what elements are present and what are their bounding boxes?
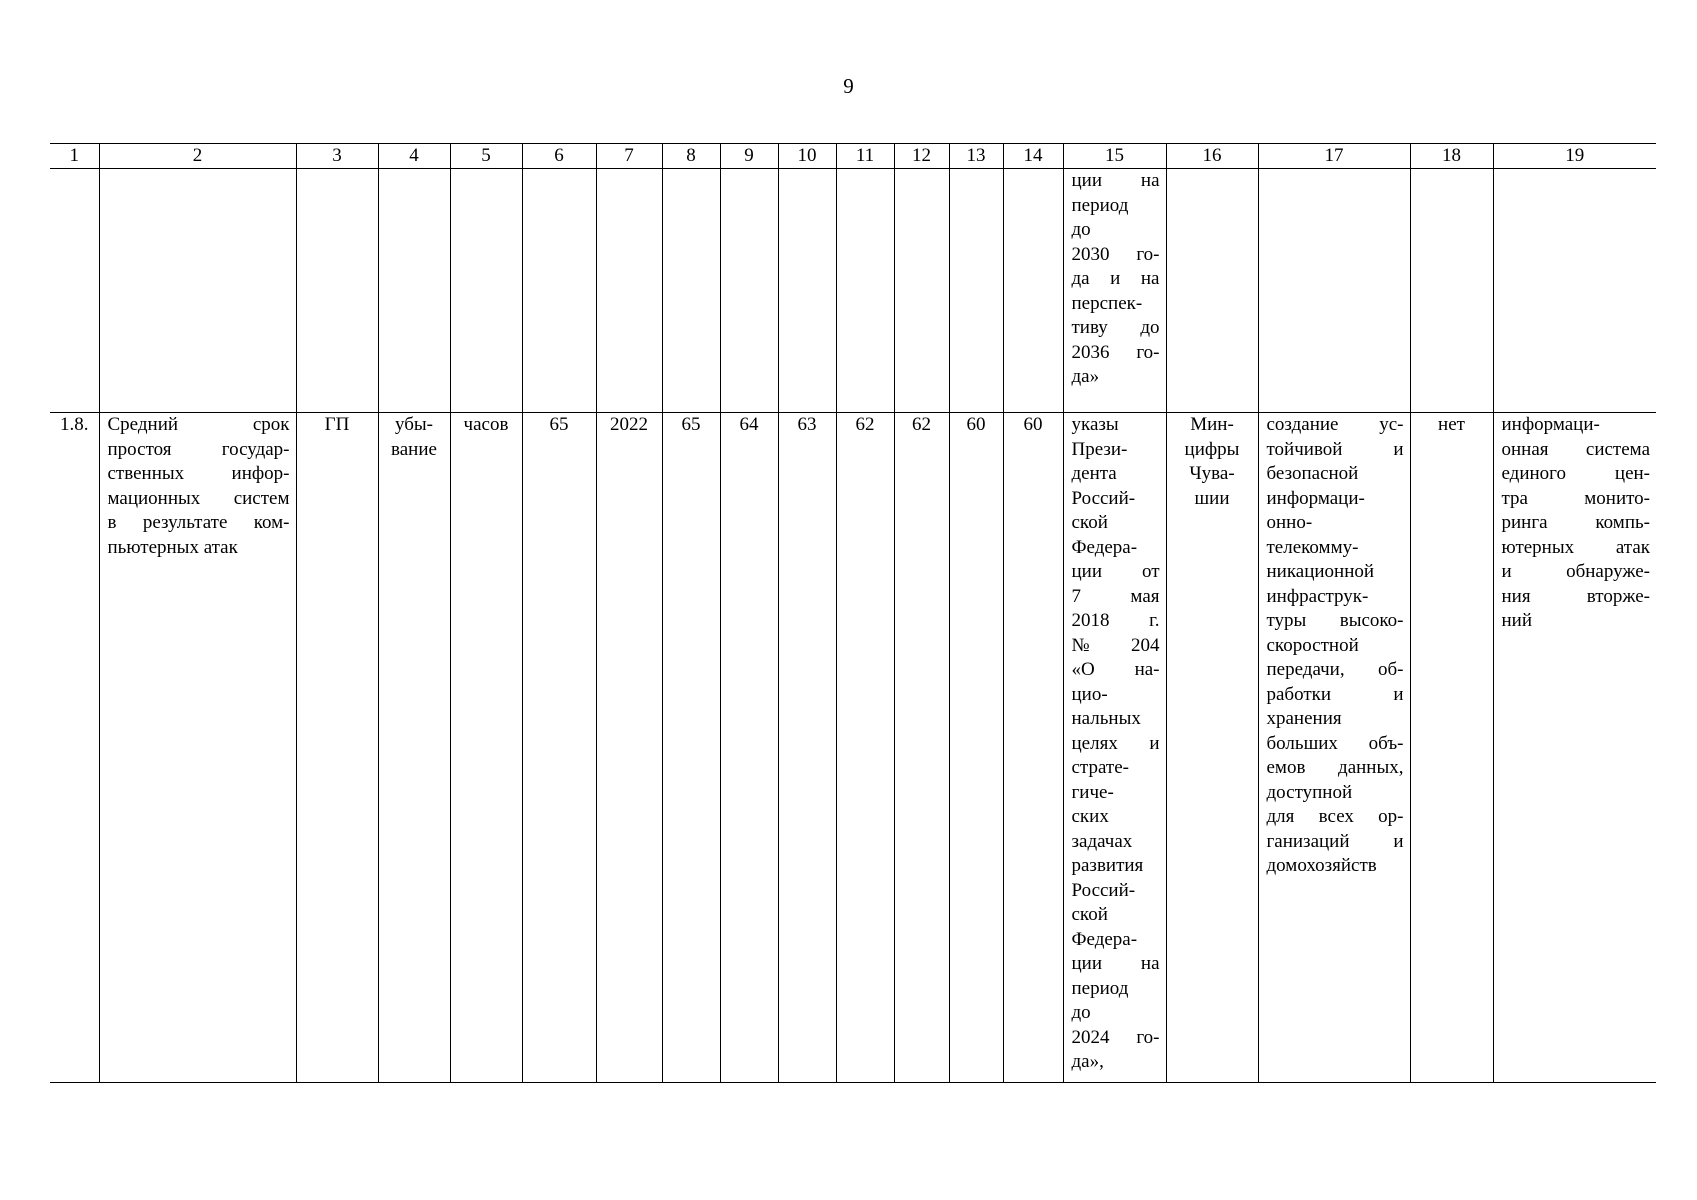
text-line: да и на	[1071, 268, 1160, 289]
empty-cell	[1410, 169, 1493, 413]
text-line: доступной	[1266, 781, 1353, 803]
text-line: больших объ-	[1266, 732, 1404, 754]
text-line: передачи, об-	[1266, 659, 1404, 680]
text-line: Федера-	[1071, 928, 1138, 950]
text-line: перспек-	[1071, 292, 1143, 314]
text-line: задачах	[1071, 830, 1133, 852]
text-line: скоростной	[1266, 634, 1359, 656]
text-line: туры высоко-	[1266, 610, 1404, 631]
text-line: емов данных,	[1266, 757, 1404, 778]
empty-cell	[50, 169, 99, 413]
text-line: страте-	[1071, 757, 1129, 778]
text-line: работки и	[1266, 683, 1404, 705]
table-row	[50, 413, 1656, 1083]
text-line: да»	[1071, 366, 1100, 387]
column-number: 3	[296, 144, 378, 169]
text-line: цио-	[1071, 683, 1108, 705]
responsible-cell	[1166, 413, 1258, 1083]
text-line: информаци-	[1501, 414, 1600, 435]
empty-cell	[778, 169, 836, 413]
text-line: и обнаруже-	[1501, 561, 1650, 582]
value-cell: 62	[894, 413, 949, 1083]
documents-continuation-cell	[1063, 169, 1166, 413]
text-line: мационных систем	[107, 487, 290, 509]
empty-cell	[1166, 169, 1258, 413]
empty-cell	[662, 169, 720, 413]
text-line: ний	[1501, 610, 1533, 631]
empty-cell	[378, 169, 450, 413]
value-cell: 62	[836, 413, 894, 1083]
text-line: безопасной	[1266, 463, 1359, 484]
text-line: ции на	[1071, 953, 1160, 974]
empty-cell	[596, 169, 662, 413]
text-line: дента	[1071, 463, 1117, 484]
flag-cell: нет	[1410, 413, 1493, 1083]
text-line: ции на	[1071, 170, 1160, 191]
text-line: до	[1071, 219, 1091, 240]
text-line: хранения	[1266, 708, 1342, 729]
text-line: ственных инфор-	[107, 463, 290, 484]
text-line: нальных	[1071, 708, 1141, 729]
value-cell: 60	[1003, 413, 1063, 1083]
text-line: тра монито-	[1501, 487, 1650, 509]
value-cell: 65	[662, 413, 720, 1083]
base-year-cell: 2022	[596, 413, 662, 1083]
value-cell: 63	[778, 413, 836, 1083]
text-line: телекомму-	[1266, 536, 1359, 558]
column-number: 1	[50, 144, 99, 169]
text-line: онно-	[1266, 512, 1313, 533]
column-number: 15	[1063, 144, 1166, 169]
text-line: ских	[1071, 806, 1109, 827]
column-number: 5	[450, 144, 522, 169]
text-line: пьютерных атак	[107, 536, 238, 558]
text-line: создание ус-	[1266, 414, 1404, 435]
empty-cell	[522, 169, 596, 413]
continuation-row	[50, 169, 1656, 413]
column-number: 9	[720, 144, 778, 169]
column-number: 11	[836, 144, 894, 169]
empty-cell	[1493, 169, 1656, 413]
column-number: 17	[1258, 144, 1410, 169]
column-number: 16	[1166, 144, 1258, 169]
text-line: Мин-	[1190, 414, 1234, 435]
column-number-row	[50, 144, 1656, 169]
unit-cell: часов	[450, 413, 522, 1083]
text-line: домохозяйств	[1266, 855, 1377, 876]
empty-cell	[99, 169, 296, 413]
text-line: информаци-	[1266, 487, 1365, 509]
empty-cell	[949, 169, 1003, 413]
text-line: 2024 го-	[1071, 1026, 1160, 1048]
text-line: развития	[1071, 855, 1144, 876]
column-number: 8	[662, 144, 720, 169]
text-line: ния вторже-	[1501, 585, 1650, 607]
empty-cell	[296, 169, 378, 413]
row-number: 1.8.	[50, 413, 99, 1083]
text-line: онная система	[1501, 438, 1650, 460]
text-line: Прези-	[1071, 438, 1128, 460]
column-number: 18	[1410, 144, 1493, 169]
empty-cell	[450, 169, 522, 413]
goal-cell	[1258, 413, 1410, 1083]
text-line: указы	[1071, 414, 1119, 435]
info-system-cell	[1493, 413, 1656, 1083]
column-number: 12	[894, 144, 949, 169]
text-line: Федера-	[1071, 536, 1138, 558]
text-line: период	[1071, 977, 1129, 999]
text-line: единого цен-	[1501, 463, 1650, 484]
column-number: 2	[99, 144, 296, 169]
text-line: 2036 го-	[1071, 341, 1160, 363]
column-number: 19	[1493, 144, 1656, 169]
text-line: ской	[1071, 904, 1108, 925]
column-number: 10	[778, 144, 836, 169]
text-line: да»,	[1071, 1051, 1104, 1072]
text-line: тиву до	[1071, 317, 1160, 338]
text-line: Россий-	[1071, 487, 1136, 509]
text-line: простоя государ-	[107, 438, 290, 460]
text-line: ринга компь-	[1501, 512, 1650, 533]
text-line: 2030 го-	[1071, 243, 1160, 265]
text-line: 2018 г.	[1071, 610, 1160, 631]
text-line: ции от	[1071, 561, 1160, 582]
text-line: шии	[1194, 487, 1230, 509]
text-line: «О на-	[1071, 659, 1160, 680]
text-line: тойчивой и	[1266, 438, 1404, 460]
empty-cell	[1003, 169, 1063, 413]
text-line: ютерных атак	[1501, 536, 1650, 558]
text-line: ской	[1071, 512, 1108, 533]
column-number: 4	[378, 144, 450, 169]
text-line: цифры	[1184, 438, 1240, 460]
value-cell: 60	[949, 413, 1003, 1083]
text-line: Чува-	[1189, 463, 1235, 484]
indicators-table	[50, 143, 1656, 1083]
text-line: в результате ком-	[107, 512, 290, 533]
value-cell: 64	[720, 413, 778, 1083]
base-value-cell: 65	[522, 413, 596, 1083]
text-line: до	[1071, 1002, 1091, 1023]
empty-cell	[894, 169, 949, 413]
text-line: для всех ор-	[1266, 806, 1404, 827]
text-line: целях и	[1071, 732, 1160, 754]
column-number: 6	[522, 144, 596, 169]
text-line: период	[1071, 194, 1129, 216]
text-line: вание	[391, 438, 437, 460]
direction-cell	[378, 413, 450, 1083]
text-line: 7 мая	[1071, 585, 1160, 607]
indicator-name-cell	[99, 413, 296, 1083]
empty-cell	[836, 169, 894, 413]
text-line: инфраструк-	[1266, 585, 1369, 607]
column-number: 7	[596, 144, 662, 169]
text-line: убы-	[394, 414, 433, 435]
column-number: 14	[1003, 144, 1063, 169]
documents-cell	[1063, 413, 1166, 1083]
text-line: № 204	[1071, 634, 1160, 656]
text-line: никационной	[1266, 561, 1375, 582]
column-number: 13	[949, 144, 1003, 169]
text-line: гиче-	[1071, 781, 1114, 803]
empty-cell	[1258, 169, 1410, 413]
page-number: 9	[843, 74, 854, 98]
text-line: Россий-	[1071, 879, 1136, 901]
text-line: Средний срок	[107, 414, 290, 435]
text-line: ганизаций и	[1266, 830, 1404, 852]
empty-cell	[720, 169, 778, 413]
level-cell: ГП	[296, 413, 378, 1083]
